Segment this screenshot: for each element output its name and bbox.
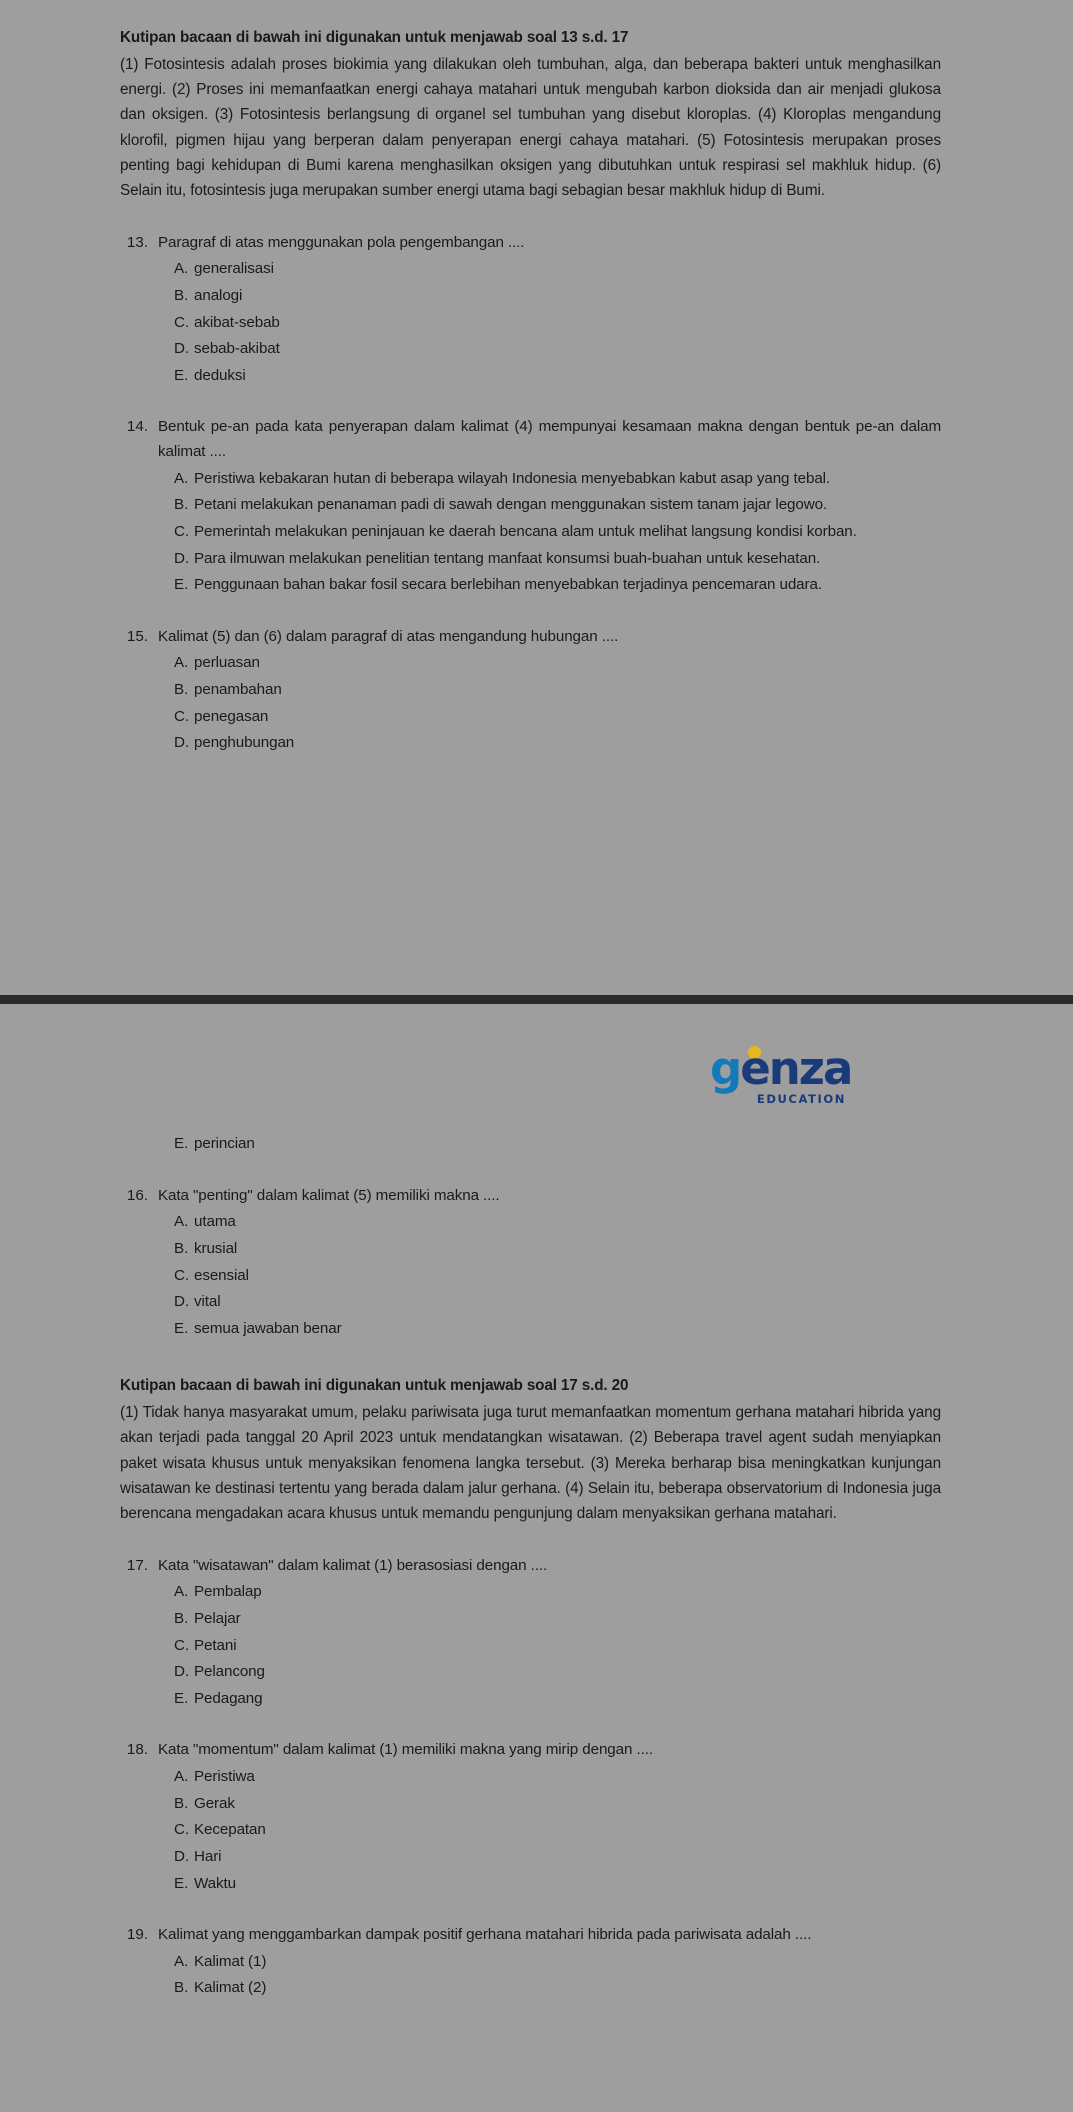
option-letter: C. bbox=[174, 707, 190, 725]
option-letter: D. bbox=[174, 734, 190, 752]
reading-passage-13-17 bbox=[120, 26, 941, 204]
option-letter: B. bbox=[174, 286, 189, 304]
question-19 bbox=[120, 1923, 941, 2001]
option-b[interactable] bbox=[158, 1792, 941, 1817]
option-text: Kalimat (1) bbox=[194, 1952, 267, 1970]
passage-body: (1) Fotosintesis adalah proses biokimia yang dilakukan oleh tumbuhan, alga, dan beberapa bakteri untuk menghasilkan energi. (2) Proses ini memanfaatkan energi cahaya matahari untuk mengubah karbon dioksida dan air menjadi glukosa dan oksigen. (3) Fotosintesis berlangsung di organel sel tumbuhan yang disebut kloroplas. (4) Kloroplas mengandung klorofil, pigmen hijau yang berperan dalam penyerapan energi cahaya matahari. (5) Fotosintesis merupakan proses penting bagi kehidupan di Bumi karena menghasilkan oksigen yang dibutuhkan untuk respirasi sel makhluk hidup. (6) Selain itu, fotosintesis juga merupakan sumber energi utama bagi sebagian besar makhluk hidup di Bumi. bbox=[120, 55, 941, 200]
option-text: Petani bbox=[194, 1636, 237, 1654]
option-letter: B. bbox=[174, 1239, 189, 1257]
option-letter: A. bbox=[174, 1583, 189, 1601]
passage-title: Kutipan bacaan di bawah ini digunakan untuk menjawab soal 13 s.d. 17 bbox=[120, 29, 629, 46]
option-letter: E. bbox=[174, 366, 189, 384]
option-text: Penggunaan bahan bakar fosil secara berlebihan menyebabkan terjadinya pencemaran udara. bbox=[194, 576, 822, 594]
option-d[interactable] bbox=[158, 1290, 941, 1315]
question-stem: Kata "wisatawan" dalam kalimat (1) berasosiasi dengan .... bbox=[158, 1556, 548, 1574]
option-d[interactable] bbox=[158, 731, 941, 756]
option-letter: B. bbox=[174, 1794, 189, 1812]
option-text: Peristiwa bbox=[194, 1768, 255, 1786]
option-a[interactable] bbox=[158, 1580, 941, 1605]
question-stem: Bentuk pe-an pada kata penyerapan dalam kalimat (4) mempunyai kesamaan makna dengan bentuk pe-an dalam kalimat .... bbox=[158, 418, 941, 461]
option-text: Hari bbox=[194, 1847, 222, 1865]
reading-passage-17-20 bbox=[120, 1374, 941, 1526]
option-letter: A. bbox=[174, 1768, 189, 1786]
option-e[interactable] bbox=[158, 364, 941, 389]
option-b[interactable] bbox=[158, 678, 941, 703]
option-text: Pelajar bbox=[194, 1609, 241, 1627]
question-body bbox=[158, 1923, 941, 2001]
option-a[interactable] bbox=[158, 1765, 941, 1790]
option-text: sebab-akibat bbox=[194, 340, 280, 358]
option-letter: B. bbox=[174, 496, 189, 514]
question-number: 15. bbox=[126, 627, 148, 645]
logo-subtitle: EDUCATION bbox=[756, 1091, 846, 1106]
question-body bbox=[158, 1554, 941, 1712]
option-a[interactable] bbox=[158, 467, 941, 492]
option-letter: A. bbox=[174, 654, 189, 672]
option-text: Waktu bbox=[194, 1874, 236, 1892]
document-page-2 bbox=[0, 1004, 1073, 2001]
brand-logo-row bbox=[120, 1044, 941, 1106]
question-number: 19. bbox=[126, 1926, 148, 1944]
option-c[interactable] bbox=[158, 705, 941, 730]
option-list bbox=[158, 1580, 941, 1711]
option-letter: D. bbox=[174, 340, 190, 358]
option-e[interactable] bbox=[158, 1687, 941, 1712]
option-text: Pedagang bbox=[194, 1689, 263, 1707]
option-e[interactable] bbox=[158, 1317, 941, 1342]
option-text: semua jawaban benar bbox=[194, 1319, 342, 1337]
option-letter: E. bbox=[174, 1689, 189, 1707]
option-text: penegasan bbox=[194, 707, 269, 725]
question-body bbox=[158, 625, 941, 756]
option-b[interactable] bbox=[158, 493, 941, 518]
option-d[interactable] bbox=[158, 1845, 941, 1870]
question-number: 16. bbox=[126, 1186, 148, 1204]
option-c[interactable] bbox=[158, 311, 941, 336]
option-e[interactable] bbox=[158, 573, 941, 598]
document-page-1 bbox=[0, 0, 1073, 995]
option-letter: C. bbox=[174, 522, 190, 540]
option-letter: A. bbox=[174, 1213, 189, 1231]
option-text: akibat-sebab bbox=[194, 313, 280, 331]
option-letter: B. bbox=[174, 1609, 189, 1627]
genza-education-logo bbox=[710, 1042, 852, 1106]
option-list bbox=[158, 467, 941, 598]
option-letter: C. bbox=[174, 1636, 190, 1654]
question-number: 14. bbox=[126, 418, 148, 436]
logo-letters-enza: enza bbox=[740, 1042, 852, 1095]
option-text: Kalimat (2) bbox=[194, 1979, 267, 1997]
option-text: Petani melakukan penanaman padi di sawah dengan menggunakan sistem tanam jajar legowo. bbox=[194, 496, 828, 514]
question-body bbox=[158, 415, 941, 597]
option-text: Peristiwa kebakaran hutan di beberapa wilayah Indonesia menyebabkan kabut asap yang tebal. bbox=[194, 469, 831, 487]
question-stem: Paragraf di atas menggunakan pola pengembangan .... bbox=[158, 233, 525, 251]
option-letter: B. bbox=[174, 681, 189, 699]
passage-title: Kutipan bacaan di bawah ini digunakan untuk menjawab soal 17 s.d. 20 bbox=[120, 1377, 629, 1395]
question-body bbox=[158, 1738, 941, 1896]
option-letter: C. bbox=[174, 313, 190, 331]
option-c[interactable] bbox=[158, 1264, 941, 1289]
question-13 bbox=[120, 231, 941, 389]
option-letter: C. bbox=[174, 1266, 190, 1284]
option-list bbox=[158, 1950, 941, 2001]
option-text: Para ilmuwan melakukan penelitian tentang manfaat konsumsi buah-buahan untuk kesehatan. bbox=[194, 549, 821, 567]
question-stem: Kalimat (5) dan (6) dalam paragraf di atas mengandung hubungan .... bbox=[158, 627, 619, 645]
option-a[interactable] bbox=[158, 1950, 941, 1975]
page-break-divider bbox=[0, 995, 1073, 1004]
option-text: krusial bbox=[194, 1239, 238, 1257]
option-letter: E. bbox=[174, 1135, 189, 1152]
logo-letter-g: g bbox=[710, 1042, 741, 1095]
option-b[interactable] bbox=[158, 284, 941, 309]
option-a[interactable] bbox=[158, 651, 941, 676]
option-d[interactable] bbox=[158, 1660, 941, 1685]
option-letter: C. bbox=[174, 1821, 190, 1839]
question-14 bbox=[120, 415, 941, 597]
question-stem: Kata "momentum" dalam kalimat (1) memiliki makna yang mirip dengan .... bbox=[158, 1741, 653, 1759]
option-text: penambahan bbox=[194, 681, 282, 699]
option-list bbox=[158, 1210, 941, 1341]
option-letter: E. bbox=[174, 1874, 189, 1892]
question-stem: Kata "penting" dalam kalimat (5) memiliki makna .... bbox=[158, 1186, 500, 1204]
option-b[interactable] bbox=[158, 1607, 941, 1632]
option-e-continued[interactable] bbox=[158, 1132, 941, 1157]
logo-wordmark bbox=[710, 1042, 852, 1095]
option-letter: D. bbox=[174, 549, 190, 567]
option-text: penghubungan bbox=[194, 734, 295, 752]
question-stem: Kalimat yang menggambarkan dampak positif gerhana matahari hibrida pada pariwisata adalah .... bbox=[158, 1926, 812, 1944]
option-text: Pelancong bbox=[194, 1663, 265, 1681]
option-text: generalisasi bbox=[194, 260, 274, 278]
question-body bbox=[158, 1184, 941, 1342]
question-16 bbox=[120, 1184, 941, 1342]
option-a[interactable] bbox=[158, 257, 941, 282]
option-text: perluasan bbox=[194, 654, 260, 672]
option-b[interactable] bbox=[158, 1976, 941, 2001]
option-letter: B. bbox=[174, 1979, 189, 1997]
option-text: utama bbox=[194, 1213, 236, 1231]
question-17 bbox=[120, 1554, 941, 1712]
option-text: vital bbox=[194, 1293, 221, 1311]
option-c[interactable] bbox=[158, 1818, 941, 1843]
question-15 bbox=[120, 625, 941, 756]
option-text: perincian bbox=[194, 1135, 255, 1152]
question-18 bbox=[120, 1738, 941, 1896]
option-text: Kecepatan bbox=[194, 1821, 266, 1839]
option-letter: E. bbox=[174, 576, 189, 594]
option-text: analogi bbox=[194, 286, 243, 304]
option-text: Gerak bbox=[194, 1794, 235, 1812]
option-text: Pembalap bbox=[194, 1583, 262, 1601]
option-e[interactable] bbox=[158, 1872, 941, 1897]
option-letter: D. bbox=[174, 1663, 190, 1681]
option-letter: D. bbox=[174, 1293, 190, 1311]
option-a[interactable] bbox=[158, 1210, 941, 1235]
question-number: 13. bbox=[126, 233, 148, 251]
option-text: deduksi bbox=[194, 366, 246, 384]
option-text: esensial bbox=[194, 1266, 249, 1284]
option-d[interactable] bbox=[158, 337, 941, 362]
option-d[interactable] bbox=[158, 547, 941, 572]
question-number: 18. bbox=[126, 1741, 148, 1759]
option-letter: A. bbox=[174, 260, 189, 278]
option-text: Pemerintah melakukan peninjauan ke daerah bencana alam untuk melihat langsung kondisi korban. bbox=[194, 522, 857, 540]
passage-body: (1) Tidak hanya masyarakat umum, pelaku pariwisata juga turut memanfaatkan momentum gerhana matahari hibrida yang akan terjadi pada tanggal 20 April 2023 untuk mendatangkan wisatawan. (2) Beberapa travel agent sudah menyiapkan paket wisata khusus untuk menyaksikan fenomena langka tersebut. (3) Mereka berharap bisa meningkatkan kunjungan wisatawan ke destinasi tertentu yang berada dalam jalur gerhana. (4) Selain itu, beberapa observatorium di Indonesia juga berencana mengadakan acara khusus untuk memandu pengunjung dalam menyaksikan gerhana matahari. bbox=[120, 1404, 941, 1523]
option-letter: D. bbox=[174, 1847, 190, 1865]
option-list bbox=[158, 1765, 941, 1896]
option-letter: A. bbox=[174, 469, 189, 487]
option-letter: E. bbox=[174, 1319, 189, 1337]
option-c[interactable] bbox=[158, 1634, 941, 1659]
option-b[interactable] bbox=[158, 1237, 941, 1262]
option-c[interactable] bbox=[158, 520, 941, 545]
question-body bbox=[158, 231, 941, 389]
option-list bbox=[158, 257, 941, 388]
question-number: 17. bbox=[126, 1556, 148, 1574]
option-list bbox=[158, 651, 941, 756]
option-letter: A. bbox=[174, 1952, 189, 1970]
